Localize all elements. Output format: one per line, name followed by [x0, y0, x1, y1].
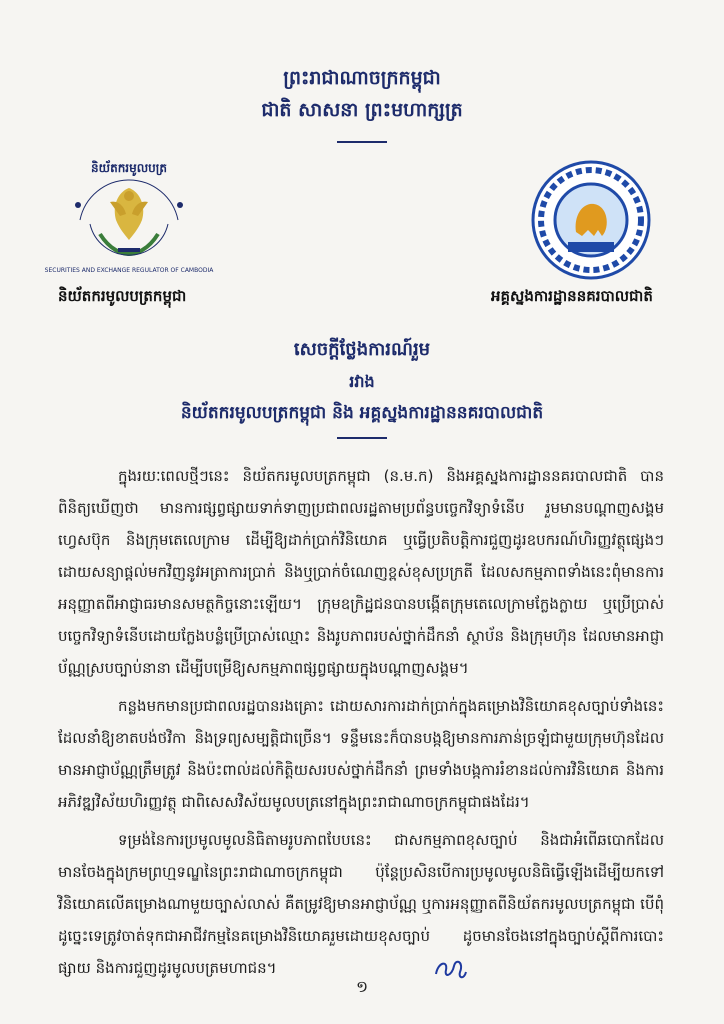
serc-logo-text: SECURITIES AND EXCHANGE REGULATOR OF CAMBODIA: [44, 267, 214, 274]
kingdom-heading: ព្រះរាជាណាចក្រកម្ពុជា: [283, 67, 441, 89]
title-divider: [337, 437, 387, 439]
statement-title: សេចក្តីថ្លែងការណ៍រួម: [293, 339, 431, 360]
police-name-label: អគ្គស្នងការដ្ឋាននគរបាលជាតិ: [491, 287, 653, 305]
svg-text:និយ័តករមូលបត្រ: និយ័តករមូលបត្រ: [91, 161, 167, 175]
paragraph-2: កន្លងមកមានប្រជាពលរដ្ឋបានរងគ្រោះ ដោយសារការដាក់ប្រាក់ក្នុងគម្រោងវិនិយោគខុសច្បាប់ទាំងនេះ ដែលនាំឱ្យខាតបង់ថវិកា និងទ្រព្យសម្បត្តិជាច្រើន។ ទន្ទឹមនេះក៏បានបង្កឱ្យមានការភាន់ច្រឡំជាមួយក្រុមហ៊ុនដែលមានអាជ្ញាប័ណ្ណត្រឹមត្រូវ និងប៉ះពាល់ដល់កិត្តិយសរបស់ថ្នាក់ដឹកនាំ ព្រមទាំងបង្កការរំខានដល់ការវិនិយោគ និងការអភិវឌ្ឍវិស័យហិរញ្ញវត្ថុ ជាពិសេសវិស័យមូលបត្រនៅក្នុងព្រះរាជាណាចក្រកម្ពុជាផងដែរ។: [58, 697, 664, 811]
national-motto: ជាតិ សាសនា ព្រះមហាក្សត្រ: [261, 99, 463, 121]
statement-between: រវាង: [349, 372, 375, 391]
statement-parties: និយ័តករមូលបត្រកម្ពុជា និង អគ្គស្នងការដ្ឋាននគរបាលជាតិ: [180, 403, 544, 423]
paragraph-1: ក្នុងរយៈពេលថ្មីៗនេះ និយ័តករមូលបត្រកម្ពុជា (ន.ម.ក) និងអគ្គស្នងការដ្ឋាននគរបាលជាតិ បានពិនិត្យឃើញថា មានការផ្សព្វផ្សាយទាក់ទាញប្រជាពលរដ្ឋតាមប្រព័ន្ធបច្ចេកវិទ្យាទំនើប រួមមានបណ្តាញសង្គមហ្វេសប៊ុក និងក្រុមតេលេក្រាម ដើម្បីឱ្យដាក់ប្រាក់វិនិយោគ ឬធ្វើប្រតិបត្តិការជួញដូរឧបករណ៍ហិរញ្ញវត្ថុផ្សេងៗ ដោយសន្យាផ្តល់មកវិញនូវអត្រាការប្រាក់ និងឬប្រាក់ចំណេញខ្ពស់ខុសប្រក្រតី ដែលសកម្មភាពទាំងនេះពុំមានការអនុញ្ញាតពីអាជ្ញាធរមានសមត្ថកិច្ចនោះឡើយ។ ក្រុមឧក្រិដ្ឋជនបានបង្កើតក្រុមតេលេក្រាមក្លែងក្លាយ ឬប្រើប្រាស់បច្ចេកវិទ្យាទំនើបដោយក្លែងបន្លំប្រើប្រាស់ឈ្មោះ និងរូបភាពរបស់ថ្នាក់ដឹកនាំ ស្ថាប័ន និងក្រុមហ៊ុន ដែលមានអាជ្ញាប័ណ្ណស្របច្បាប់នានា ដើម្បីបម្រើឱ្យសកម្មភាពផ្សព្វផ្សាយក្នុងបណ្តាញសង្គម។: [58, 467, 664, 677]
serc-logo: [44, 150, 214, 276]
serc-name-label: និយ័តករមូលបត្រកម្ពុជា: [58, 287, 187, 305]
national-police-logo: [528, 160, 654, 280]
paragraph-3: ទម្រង់នៃការប្រមូលមូលនិធិតាមរូបភាពបែបនេះ ជាសកម្មភាពខុសច្បាប់ និងជាអំពើឆបោកដែលមានចែងក្នុងក្រមព្រហ្មទណ្ឌនៃព្រះរាជាណាចក្រកម្ពុជា ប៉ុន្តែប្រសិនបើការប្រមូលមូលនិធិធ្វើឡើងដើម្បីយកទៅវិនិយោគលើគម្រោងណាមួយច្បាស់លាស់ គឺតម្រូវឱ្យមានអាជ្ញាប័ណ្ណ ឬការអនុញ្ញាតពីនិយ័តករមូលបត្រកម្ពុជា បើពុំដូច្នេះទេត្រូវចាត់ទុកជាអាជីវកម្មនៃគម្រោងវិនិយោគរួមដោយខុសច្បាប់ ដូចមានចែងនៅក្នុងច្បាប់ស្តីពីការបោះផ្សាយ និងការជួញដូរមូលបត្រមហាជន។: [58, 831, 664, 977]
page-number: ១: [355, 977, 369, 996]
header-divider: [337, 141, 387, 143]
statement-body: [58, 460, 664, 990]
